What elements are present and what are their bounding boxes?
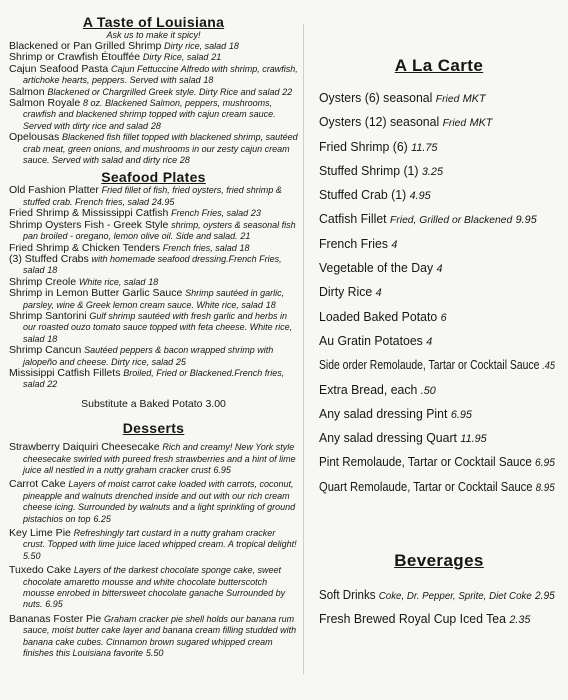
item-name: Fried Shrimp & Chicken Tenders	[9, 241, 160, 254]
item-name: Missisippi Catfish Fillets	[9, 366, 121, 379]
item-price: 6	[440, 311, 447, 324]
item-price: 18	[228, 41, 239, 51]
item-description: French fries, salad	[162, 242, 237, 253]
item-name: Vegetable of the Day	[319, 261, 434, 276]
menu-item	[9, 132, 298, 166]
menu-item	[9, 98, 298, 132]
item-description: Sautéed peppers & bacon wrapped shrimp with jalopeño and cheese. Dirty rice, salad	[23, 345, 274, 367]
item-price: 22	[47, 379, 58, 390]
item-price: 6.95	[213, 465, 231, 475]
louisiana-subtitle: Ask us to make it spicy!	[106, 30, 201, 40]
item-description: Dirty rice, salad	[164, 41, 227, 51]
item-description: Fried, Grilled or Blackened	[390, 214, 513, 227]
menu-item	[319, 402, 555, 426]
item-name: Fried Shrimp (6)	[319, 139, 408, 154]
item-name: Shrimp Oysters Fish - Greek Style	[9, 218, 169, 231]
menu-item	[319, 183, 555, 207]
louisiana-list	[9, 41, 298, 166]
item-name: Cajun Seafood Pasta	[9, 62, 109, 75]
item-name: Stuffed Shrimp (1)	[319, 163, 419, 178]
item-price: 18	[47, 265, 58, 276]
item-price: 5.50	[23, 550, 41, 561]
item-description: Layers of the darkest chocolate sponge cake, sweet chocolate amaretto mousse and white chocolate butterscotch mousse enrobed in bittersweet chocolate ganache Surrounded by nuts.	[23, 565, 286, 610]
beverages-title: Beverages	[394, 551, 484, 571]
menu-item	[319, 280, 555, 304]
item-description: French Fries, salad	[171, 208, 249, 219]
item-description: Dirty Rice, salad	[142, 52, 209, 63]
item-description: Broiled, Fried or Blackened.French fries, salad	[23, 367, 285, 390]
menu-item	[9, 288, 298, 311]
menu-item	[319, 583, 555, 607]
item-name: Dirty Rice	[319, 285, 373, 300]
beverages-list	[319, 583, 559, 632]
item-price: 25	[175, 356, 186, 367]
left-column	[9, 14, 298, 694]
menu-item	[9, 311, 298, 345]
item-name: Oysters (12) seasonal	[319, 115, 440, 130]
item-description: Layers of moist carrot cake loaded with carrots, coconut, pineapple and walnuts drenched inside and out with our rich cream cheese icing. Surrounded by walnuts and a light sprinkling of ground pistachios on top	[23, 479, 296, 524]
item-price: 6.95	[450, 408, 472, 421]
item-name: Opelousas	[9, 131, 60, 144]
item-price: 5.50	[145, 648, 164, 659]
item-price: 24.95	[151, 196, 175, 207]
item-price: 28	[179, 155, 190, 166]
item-price: 2.95	[534, 590, 555, 603]
item-price: 2.35	[509, 614, 531, 627]
item-price: 6.25	[93, 513, 111, 524]
item-name: Loaded Baked Potato	[319, 309, 438, 324]
menu-item	[9, 479, 298, 525]
item-price: 4.95	[409, 190, 431, 203]
item-name: Pint Remolaude, Tartar or Cocktail Sauce	[319, 455, 532, 470]
menu-item	[319, 110, 555, 134]
item-price: 9.95	[515, 214, 537, 227]
item-name: Stuffed Crab (1)	[319, 188, 407, 203]
seafood-list	[9, 185, 298, 390]
item-description: Coke, Dr. Pepper, Sprite, Diet Coke	[378, 590, 532, 603]
desserts-list	[9, 442, 298, 659]
item-price: 11.75	[411, 141, 438, 154]
menu-item	[9, 345, 298, 368]
item-name: Extra Bread, each	[319, 382, 418, 397]
menu-item	[319, 353, 555, 377]
item-name: Salmon Royale	[9, 97, 81, 110]
menu-item	[9, 368, 298, 391]
item-name: Any salad dressing Pint	[319, 406, 448, 421]
item-name: Key Lime Pie	[9, 527, 71, 540]
item-price: 4	[375, 287, 382, 300]
item-price: 3.25	[421, 165, 443, 178]
right-column	[319, 56, 559, 632]
item-name: Tuxedo Cake	[9, 564, 72, 577]
menu-item	[319, 86, 555, 110]
item-price: 6.95	[45, 599, 63, 610]
item-price: .50	[420, 384, 436, 397]
item-price: 28	[150, 120, 161, 131]
item-price: 22	[282, 86, 293, 97]
item-price: 18	[239, 242, 250, 253]
item-name: Salmon	[9, 85, 45, 98]
item-price: 4	[391, 238, 398, 251]
item-description: Blackened or Chargrilled Greek style. Dirty Rice and salad	[47, 86, 280, 97]
item-name: Blackened or Pan Grilled Shrimp	[9, 40, 162, 52]
menu-item	[9, 614, 298, 660]
item-description: Blackened fish fillet topped with blackened shrimp, sautéed crab meat, green onions, and mushrooms in our zesty cajun cream sauce. Served with salad and dirty rice	[23, 132, 298, 166]
item-price: 4	[436, 263, 443, 276]
menu-item	[319, 329, 555, 353]
louisiana-title: A Taste of Louisiana	[82, 14, 225, 30]
menu-item	[319, 305, 555, 329]
item-description: White rice, salad	[78, 276, 146, 287]
item-price: 6.95	[535, 457, 555, 470]
item-name: Fried Shrimp & Mississippi Catfish	[9, 207, 169, 220]
item-description: Fried fillet of fish, fried oysters, fried shrimp & stuffed crab. French fries, salad	[23, 185, 282, 207]
menu-item	[319, 426, 555, 450]
item-name: (3) Stuffed Crabs	[9, 252, 89, 265]
item-price: 18	[265, 299, 276, 310]
item-name: Shrimp or Crawfish Étouffée	[9, 51, 141, 64]
menu-item	[319, 232, 555, 256]
item-name: Old Fashion Platter	[9, 184, 99, 197]
alacarte-title: A La Carte	[394, 56, 484, 75]
menu-item	[319, 475, 555, 499]
item-name: Catfish Fillet	[319, 212, 387, 227]
item-price: 21	[211, 52, 222, 63]
item-price: 18	[148, 276, 159, 287]
menu-item	[9, 220, 298, 243]
item-description: 8 oz. Blackened Salmon, peppers, mushrooms, crawfish and blackened shrimp topped with cajun cream sauce. Served with dirty rice and salad	[23, 98, 276, 131]
item-price: 18	[47, 333, 58, 344]
item-name: Shrimp Santorini	[9, 309, 87, 322]
item-name: French Fries	[319, 236, 388, 251]
item-name: Au Gratin Potatoes	[319, 333, 423, 348]
menu-item	[319, 256, 555, 280]
alacarte-list	[319, 86, 559, 499]
menu-item	[319, 135, 555, 159]
item-price: .45	[542, 360, 555, 373]
desserts-title: Desserts	[122, 420, 185, 437]
item-description: Fried	[435, 93, 460, 105]
item-description: Rich and creamy! New York style cheesecake swirled with pureed fresh strawberries and a hint of lime juice all nestled in a nutty graham cracker crust	[23, 442, 296, 475]
item-price: 21	[240, 231, 251, 242]
menu-item	[319, 378, 555, 402]
menu-item	[319, 207, 555, 231]
column-divider	[303, 24, 304, 674]
item-name: Oysters (6) seasonal	[319, 91, 433, 105]
item-price: 23	[250, 208, 261, 219]
menu-item	[9, 64, 298, 87]
item-description: Fried	[442, 117, 467, 130]
item-description: Gulf shrimp sautéed with fresh garlic and herbs in our roasted ouzo tomato sauce topped with feta cheese. White rice, salad	[23, 310, 293, 344]
item-description: shrimp, oysters & seasonal fish pan broiled - oregano, lemon olive oil. Side and salad.	[23, 219, 296, 242]
item-description: Shrimp sautéed in garlic, parsley, wine & Greek lemon cream sauce. White rice, salad	[23, 288, 285, 310]
item-name: Carrot Cake	[9, 478, 66, 491]
menu-item	[9, 254, 298, 277]
item-price: MKT	[469, 117, 493, 130]
item-description: Graham cracker pie shell holds our banana rum sauce, moist butter cake layer and banana cream filling studded with banana cake cubes. Cinnamon brown sugared whipped cream finishes this Louisiana favorite	[23, 613, 297, 659]
item-price: 4	[426, 335, 433, 348]
menu-item	[9, 185, 298, 208]
seafood-title: Seafood Plates	[101, 169, 206, 186]
item-name: Shrimp Cancun	[9, 344, 82, 357]
item-description: with homemade seafood dressing.French Fries, salad	[23, 253, 282, 276]
menu-item	[9, 528, 298, 562]
item-name: Soft Drinks	[319, 588, 376, 603]
menu-item	[319, 607, 555, 631]
item-description: Cajun Fettuccine Alfredo with shrimp, crawfish, artichoke hearts, peppers. Served with salad	[23, 63, 298, 86]
menu-item	[9, 565, 298, 611]
substitute-note: Substitute a Baked Potato 3.00	[81, 397, 226, 410]
menu-item	[9, 442, 298, 476]
item-price: 18	[203, 75, 214, 86]
item-price: 11.95	[460, 433, 487, 446]
item-name: Side order Remolaude, Tartar or Cocktail Sauce	[319, 358, 540, 373]
menu-item	[319, 450, 555, 474]
item-description: Refreshingly tart custard in a nutty graham cracker crust. Topped with lime juice laced whipped cream. A tropical delight!	[23, 528, 297, 550]
item-name: Fresh Brewed Royal Cup Iced Tea	[319, 612, 506, 627]
item-name: Shrimp in Lemon Butter Garlic Sauce	[9, 287, 183, 300]
menu-item	[319, 159, 555, 183]
item-name: Shrimp Creole	[9, 275, 77, 288]
item-name: Quart Remolaude, Tartar or Cocktail Sauce	[319, 479, 533, 494]
item-name: Any salad dressing Quart	[319, 431, 457, 446]
item-name: Strawberry Daiquiri Cheesecake	[9, 441, 160, 454]
item-price: 8.95	[535, 481, 555, 494]
item-price: MKT	[462, 93, 486, 105]
item-name: Bananas Foster Pie	[9, 612, 102, 625]
